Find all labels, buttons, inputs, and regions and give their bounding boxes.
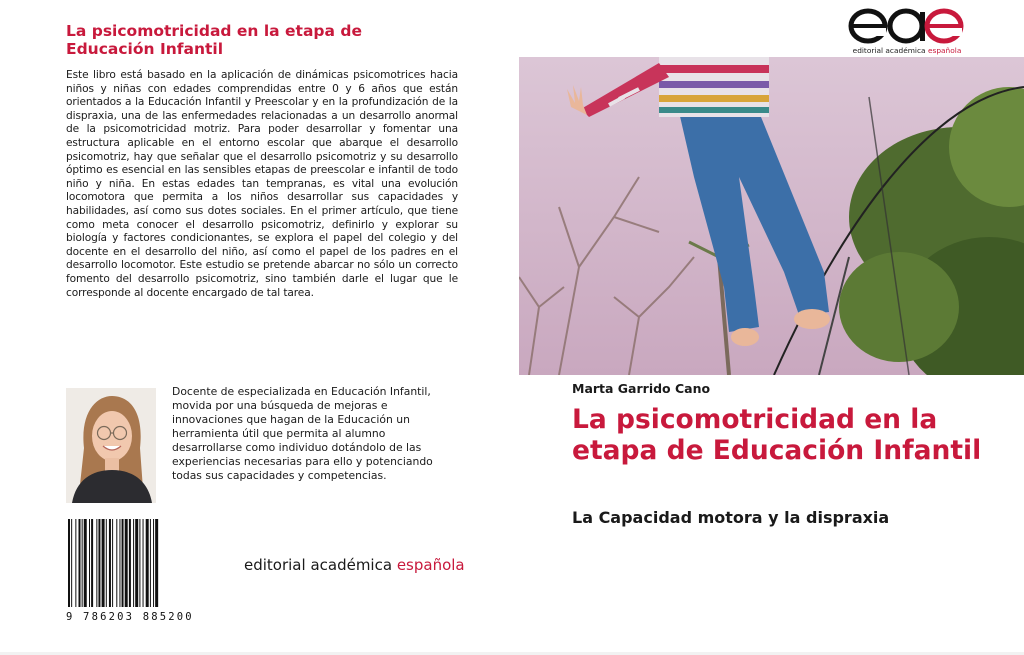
- eae-publisher-logo: [848, 6, 966, 58]
- barcode-bar: [116, 519, 117, 607]
- barcode-bar: [119, 519, 120, 607]
- barcode-bar: [153, 519, 154, 607]
- cover-author: Marta Garrido Cano: [572, 381, 711, 396]
- barcode-bar: [68, 519, 70, 607]
- barcode-bar: [109, 519, 111, 607]
- barcode-bar: [112, 519, 113, 607]
- barcode-bar: [155, 519, 158, 607]
- barcode-bar: [84, 519, 87, 607]
- barcode-bar: [139, 519, 140, 607]
- barcode-bar: [146, 519, 149, 607]
- publisher-name: editorial académica: [244, 556, 397, 574]
- barcode-bar: [106, 519, 107, 607]
- barcode-bar: [125, 519, 128, 607]
- barcode-bar: [79, 519, 81, 607]
- barcode-bar: [102, 519, 105, 607]
- logo-caption-main: editorial académica: [852, 46, 928, 55]
- cover-photo-trampoline-child: [519, 57, 1024, 375]
- barcode-bar: [96, 519, 97, 607]
- publisher-name-accent: española: [396, 556, 465, 574]
- author-portrait: [66, 388, 156, 503]
- barcode-bar: [122, 519, 124, 607]
- barcode-bar: [150, 519, 151, 607]
- back-cover-title: La psicomotricidad en la etapa de Educación Infantil: [66, 22, 362, 58]
- barcode-bar: [82, 519, 83, 607]
- barcode-bar: [91, 519, 93, 607]
- cover-subtitle: La Capacidad motora y la dispraxia: [572, 508, 890, 527]
- barcode-bar: [98, 519, 100, 607]
- publisher-imprint: [244, 556, 465, 574]
- isbn-barcode: [66, 519, 234, 623]
- author-bio: Docente de especializada en Educación Infantil, movida por una búsqueda de mejoras e innovaciones que hagan de la Educación un herramienta útil que permita al alumno desarrollarse como individuo dotándolo de las experiencias necesarias para ello y potenciando todas sus capacidades y competencias.: [172, 385, 433, 482]
- barcode-bar: [133, 519, 134, 607]
- barcode-bar: [71, 519, 72, 607]
- barcode-bar: [143, 519, 144, 607]
- logo-caption: [848, 46, 966, 55]
- logo-caption-accent: española: [927, 46, 962, 55]
- cover-title: La psicomotricidad en la etapa de Educación Infantil: [572, 404, 982, 466]
- barcode-bar: [135, 519, 138, 607]
- barcode-bar: [129, 519, 131, 607]
- barcode-bar: [75, 519, 76, 607]
- isbn-digits: 9 786203 885200: [66, 611, 194, 623]
- back-cover-blurb: Este libro está basado en la aplicación de dinámicas psicomotrices hacia niños y niñas con edades comprendidas entre 0 y 6 años que están orientados a la Educación Infantil y Preescolar y en la profundización de la dispraxia, una de las enfermedades relacionadas a un desarrollo anormal de la psicomotricidad motriz. Para poder desarrollar y fomentar una estructura aplicable en el entorno escolar que abarque el desarrollo psicomotriz, hay que señalar que el desarrollo psicomotriz y su desarrollo óptimo es esencial en las sensibles etapas de preescolar e infantil de todo niño y niña. En estas edades tan tempranas, es vital una evolución locomotora que permita a los niños desarrollar sus capacidades y habilidades, así como sus dotes sociales. En el primer artículo, que tiene como meta conocer el desarrollo psicomotriz, definirlo y explorar su biología y factores condicionantes, se explora el papel del colegio y del docente en el desarrollo del niño, así como el papel de los padres en el desarrollo locomotor. Este estudio se pretende abarcar no sólo un correcto fomento del desarrollo psicomotriz, sino también darle el lugar que le corresponde al docente encargado de tal tarea.: [66, 69, 458, 299]
- barcode-bar: [89, 519, 90, 607]
